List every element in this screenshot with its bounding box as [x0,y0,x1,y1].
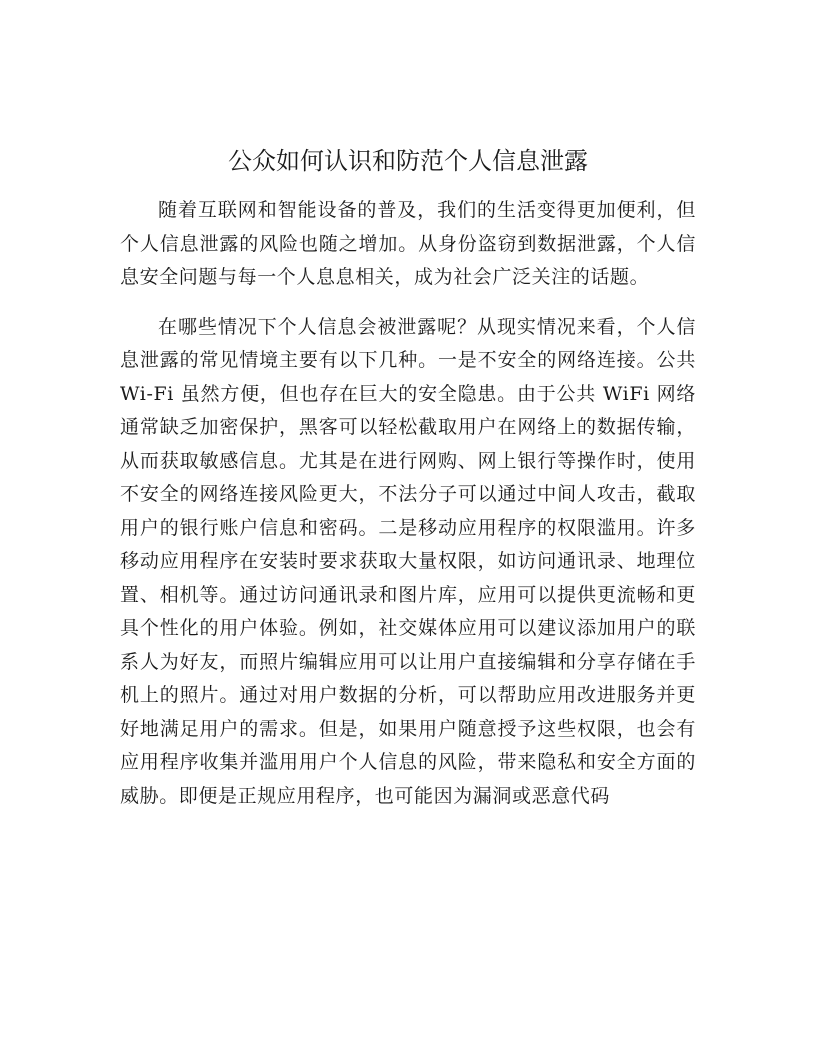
paragraph-1: 随着互联网和智能设备的普及，我们的生活变得更加便利，但个人信息泄露的风险也随之增加。从身份盗窃到数据泄露，个人信息安全问题与每一个人息息相关，成为社会广泛关注的话题。 [120,199,696,288]
paragraph-2: 在哪些情况下个人信息会被泄露呢？从现实情况来看，个人信息泄露的常见情境主要有以下几种。一是不安全的网络连接。公共 Wi-Fi 虽然方便，但也存在巨大的安全隐患。由于公共 WiFi 网络通常缺乏加密保护，黑客可以轻松截取用户在网络上的数据传输，从而获取敏感信息。尤其是在进行网购、网上银行等操作时，使用不安全的网络连接风险更大，不法分子可以通过中间人攻击，截取用户的银行账户信息和密码。二是移动应用程序的权限滥用。许多移动应用程序在安装时要求获取大量权限，如访问通讯录、地理位置、相机等。通过访问通讯录和图片库，应用可以提供更流畅和更具个性化的用户体验。例如，社交媒体应用可以建议添加用户的联系人为好友，而照片编辑应用可以让用户直接编辑和分享存储在手机上的照片。通过对用户数据的分析，可以帮助应用改进服务并更好地满足用户的需求。但是，如果用户随意授予这些权限，也会有应用程序收集并滥用用户个人信息的风险，带来隐私和安全方面的威胁。即便是正规应用程序，也可能因为漏洞或恶意代码 [120,315,696,807]
document-body [120,194,696,813]
page-title: 公众如何认识和防范个人信息泄露 [228,147,588,175]
